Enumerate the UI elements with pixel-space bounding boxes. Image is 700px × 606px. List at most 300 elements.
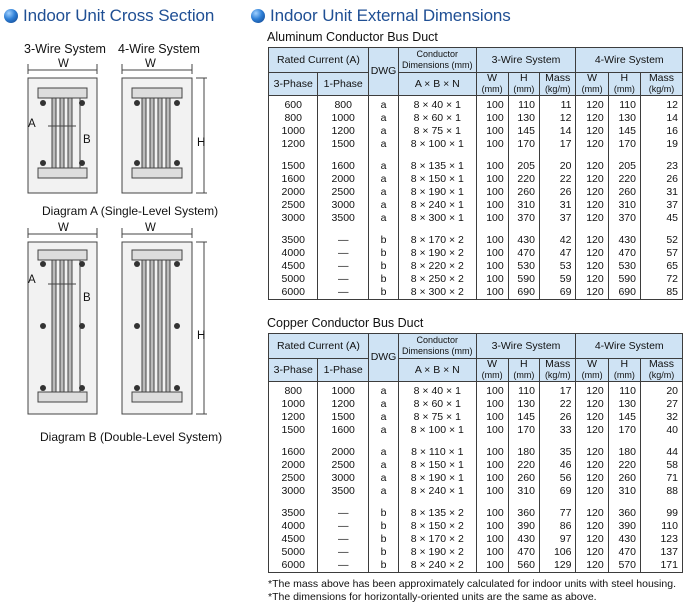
table-cell: 120 — [576, 411, 608, 424]
dim-h-a4: H — [197, 137, 206, 149]
header-h: H (mm) — [508, 359, 539, 382]
table-cell: 310 — [508, 199, 539, 212]
table-cell: 310 — [508, 485, 539, 498]
table-cell: 16 — [640, 125, 682, 138]
table-cell: 5000 — [269, 273, 318, 286]
table-cell: 430 — [608, 533, 640, 546]
table-cell: 1500 — [269, 160, 318, 173]
table-row — [269, 507, 683, 520]
table-cell: — — [318, 247, 369, 260]
table-cell: a — [368, 160, 398, 173]
table-cell: — — [318, 546, 369, 559]
table-cell: 800 — [269, 382, 318, 399]
table-cell: 2000 — [318, 173, 369, 186]
table-cell: 120 — [576, 472, 608, 485]
header-3wire: 3-Wire System — [476, 48, 576, 73]
table-cell: 8 × 135 × 2 — [399, 507, 476, 520]
table-cell: 2500 — [269, 199, 318, 212]
table-row — [269, 173, 683, 186]
table-row — [269, 411, 683, 424]
table-cell: 106 — [539, 546, 576, 559]
table-cell: 100 — [476, 382, 508, 399]
table-cell: 100 — [476, 520, 508, 533]
header-1phase: 1-Phase — [318, 73, 369, 96]
label-4wire: 4-Wire System — [118, 42, 200, 56]
table-cell: 2000 — [318, 446, 369, 459]
table-cell: 430 — [608, 234, 640, 247]
caption-diagram-a: Diagram A (Single-Level System) — [42, 204, 219, 218]
table-cell: 120 — [576, 559, 608, 573]
table-cell: 260 — [508, 472, 539, 485]
dim-b-b3: B — [83, 292, 91, 304]
table-cell: — — [318, 286, 369, 300]
table-cell: 44 — [640, 446, 682, 459]
table-row — [269, 160, 683, 173]
table-cell: 370 — [608, 212, 640, 225]
table-cell: 100 — [476, 173, 508, 186]
table-cell: 97 — [539, 533, 576, 546]
table-cell: 8 × 135 × 1 — [399, 160, 476, 173]
table-cell: 145 — [608, 411, 640, 424]
note-mass: *The mass above has been approximately calculated for indoor units with steel housing. — [268, 578, 676, 590]
table-cell: 8 × 220 × 2 — [399, 260, 476, 273]
table-cell: 120 — [576, 96, 608, 113]
table-cell: 23 — [640, 160, 682, 173]
table-cell: 1600 — [269, 173, 318, 186]
table-cell: b — [368, 533, 398, 546]
table-cell: 26 — [640, 173, 682, 186]
header-h: H (mm) — [508, 73, 539, 96]
header-conductor: Conductor Dimensions (mm) — [399, 334, 476, 359]
table-cell: 100 — [476, 125, 508, 138]
table-cell: 100 — [476, 446, 508, 459]
table-cell: b — [368, 247, 398, 260]
diagram-b-4wire — [112, 222, 212, 422]
table-cell: a — [368, 186, 398, 199]
table-cell: 31 — [640, 186, 682, 199]
table-cell: 100 — [476, 485, 508, 498]
table-cell: 8 × 150 × 1 — [399, 173, 476, 186]
table-cell: 120 — [576, 212, 608, 225]
table-cell: 1000 — [318, 382, 369, 399]
table-cell: 120 — [576, 446, 608, 459]
table-cell: 1200 — [318, 398, 369, 411]
table-cell: 8 × 150 × 1 — [399, 459, 476, 472]
table-cell: 2000 — [269, 459, 318, 472]
table-cell: a — [368, 398, 398, 411]
table-cell: a — [368, 96, 398, 113]
table-cell: 180 — [508, 446, 539, 459]
table-cell: — — [318, 559, 369, 573]
table-cell: 6000 — [269, 286, 318, 300]
table-cell: a — [368, 446, 398, 459]
table-cell: 170 — [508, 138, 539, 151]
bullet-icon — [4, 9, 18, 23]
table-cell: 42 — [539, 234, 576, 247]
table-cell: 31 — [539, 199, 576, 212]
table-cell: 56 — [539, 472, 576, 485]
table-cell: 47 — [539, 247, 576, 260]
table-cell: a — [368, 212, 398, 225]
table-cell: 570 — [608, 559, 640, 573]
table-row — [269, 559, 683, 573]
table-cell: 8 × 150 × 2 — [399, 520, 476, 533]
table-cell: 1500 — [318, 138, 369, 151]
table-cell: a — [368, 424, 398, 437]
group-spacer — [269, 437, 683, 446]
table-cell: 3000 — [318, 472, 369, 485]
table-cell: 8 × 75 × 1 — [399, 411, 476, 424]
table-cell: 100 — [476, 199, 508, 212]
table-cell: 120 — [576, 286, 608, 300]
table-cell: 120 — [576, 125, 608, 138]
table-cell: 40 — [640, 424, 682, 437]
table-cell: a — [368, 411, 398, 424]
cross-section-title-text: Indoor Unit Cross Section — [23, 6, 215, 25]
dim-w-b4: W — [145, 222, 156, 234]
table-cell: 690 — [508, 286, 539, 300]
table-cell: 137 — [640, 546, 682, 559]
table-cell: 65 — [640, 260, 682, 273]
header-h: H (mm) — [608, 359, 640, 382]
table-cell: 470 — [508, 247, 539, 260]
table-cell: 8 × 190 × 1 — [399, 186, 476, 199]
table-row — [269, 459, 683, 472]
table-cell: 20 — [640, 382, 682, 399]
table-cell: 5000 — [269, 546, 318, 559]
table-cell: 1600 — [318, 424, 369, 437]
table-cell: 170 — [508, 424, 539, 437]
table-row — [269, 112, 683, 125]
table-cell: — — [318, 507, 369, 520]
table-row — [269, 398, 683, 411]
table-cell: 4500 — [269, 260, 318, 273]
table-cell: 37 — [539, 212, 576, 225]
table-cell: a — [368, 199, 398, 212]
table-cell: 120 — [576, 507, 608, 520]
aluminum-table-body — [269, 96, 683, 300]
header-w: W (mm) — [476, 359, 508, 382]
table-cell: 310 — [608, 199, 640, 212]
table-cell: 8 × 190 × 2 — [399, 247, 476, 260]
table-cell: 800 — [269, 112, 318, 125]
table-cell: 170 — [608, 138, 640, 151]
table-cell: 100 — [476, 398, 508, 411]
table-row — [269, 286, 683, 300]
table-row — [269, 472, 683, 485]
table-cell: 370 — [508, 212, 539, 225]
table-cell: 120 — [576, 533, 608, 546]
table-cell: 100 — [476, 138, 508, 151]
table-cell: 2000 — [269, 186, 318, 199]
table-cell: 180 — [608, 446, 640, 459]
table-cell: 220 — [608, 459, 640, 472]
header-3phase: 3-Phase — [269, 359, 318, 382]
table-cell: 14 — [539, 125, 576, 138]
table-cell: 12 — [539, 112, 576, 125]
table-cell: b — [368, 520, 398, 533]
table-cell: b — [368, 286, 398, 300]
table-cell: 110 — [608, 382, 640, 399]
table-cell: 45 — [640, 212, 682, 225]
table-cell: 12 — [640, 96, 682, 113]
dim-h-b4: H — [197, 330, 206, 342]
table-cell: 100 — [476, 247, 508, 260]
table-cell: a — [368, 173, 398, 186]
table-cell: 33 — [539, 424, 576, 437]
table-cell: 1500 — [269, 424, 318, 437]
table-cell: 120 — [576, 234, 608, 247]
dim-b-a3: B — [83, 134, 91, 146]
copper-title: Copper Conductor Bus Duct — [267, 316, 424, 330]
external-dimensions-title-text: Indoor Unit External Dimensions — [270, 6, 511, 25]
table-cell: b — [368, 273, 398, 286]
table-cell: 8 × 300 × 2 — [399, 286, 476, 300]
aluminum-title: Aluminum Conductor Bus Duct — [267, 30, 438, 44]
header-axbxn: A × B × N — [399, 359, 476, 382]
group-spacer — [269, 151, 683, 160]
table-cell: 171 — [640, 559, 682, 573]
table-cell: 3000 — [269, 485, 318, 498]
table-cell: 1000 — [269, 398, 318, 411]
table-cell: 120 — [576, 112, 608, 125]
header-mass: Mass (kg/m) — [640, 73, 682, 96]
table-cell: a — [368, 112, 398, 125]
table-cell: 600 — [269, 96, 318, 113]
table-cell: 37 — [640, 199, 682, 212]
table-cell: a — [368, 125, 398, 138]
table-cell: 205 — [508, 160, 539, 173]
table-cell: 530 — [508, 260, 539, 273]
table-cell: 120 — [576, 382, 608, 399]
table-cell: 100 — [476, 424, 508, 437]
table-cell: 470 — [608, 546, 640, 559]
dim-w-a4: W — [145, 58, 156, 70]
table-cell: 77 — [539, 507, 576, 520]
table-cell: 1200 — [318, 125, 369, 138]
table-cell: 129 — [539, 559, 576, 573]
table-cell: — — [318, 260, 369, 273]
header-dwg: DWG — [368, 334, 398, 382]
table-cell: 2500 — [318, 459, 369, 472]
table-row — [269, 424, 683, 437]
table-cell: 26 — [539, 186, 576, 199]
table-cell: 390 — [608, 520, 640, 533]
dim-w-b3: W — [58, 222, 69, 234]
table-cell: 260 — [508, 186, 539, 199]
table-cell: 22 — [539, 398, 576, 411]
external-dimensions-title — [251, 6, 511, 26]
header-rated-current: Rated Current (A) — [269, 48, 369, 73]
aluminum-table — [268, 47, 683, 300]
table-cell: a — [368, 382, 398, 399]
header-mass: Mass (kg/m) — [640, 359, 682, 382]
table-cell: 4500 — [269, 533, 318, 546]
table-cell: 17 — [539, 382, 576, 399]
table-cell: 145 — [508, 411, 539, 424]
table-cell: — — [318, 520, 369, 533]
table-cell: 8 × 170 × 2 — [399, 533, 476, 546]
table-cell: 8 × 60 × 1 — [399, 112, 476, 125]
header-conductor: Conductor Dimensions (mm) — [399, 48, 476, 73]
table-cell: 1000 — [318, 112, 369, 125]
group-spacer — [269, 498, 683, 507]
table-cell: 110 — [508, 382, 539, 399]
table-cell: 8 × 240 × 1 — [399, 485, 476, 498]
table-cell: 8 × 100 × 1 — [399, 424, 476, 437]
table-cell: 100 — [476, 286, 508, 300]
header-4wire: 4-Wire System — [576, 48, 683, 73]
table-cell: 120 — [576, 520, 608, 533]
table-cell: 110 — [640, 520, 682, 533]
table-cell: 26 — [539, 411, 576, 424]
table-cell: 800 — [318, 96, 369, 113]
table-cell: 71 — [640, 472, 682, 485]
header-w: W (mm) — [576, 73, 608, 96]
table-cell: 145 — [608, 125, 640, 138]
table-cell: 3500 — [269, 507, 318, 520]
table-cell: 100 — [476, 559, 508, 573]
table-cell: 8 × 240 × 1 — [399, 199, 476, 212]
table-cell: 2500 — [269, 472, 318, 485]
table-cell: 72 — [640, 273, 682, 286]
table-cell: 690 — [608, 286, 640, 300]
table-cell: 59 — [539, 273, 576, 286]
table-cell: 120 — [576, 173, 608, 186]
table-cell: 4000 — [269, 247, 318, 260]
table-cell: 1600 — [269, 446, 318, 459]
table-cell: b — [368, 234, 398, 247]
table-cell: 8 × 240 × 2 — [399, 559, 476, 573]
header-4wire: 4-Wire System — [576, 334, 683, 359]
header-3phase: 3-Phase — [269, 73, 318, 96]
table-cell: 145 — [508, 125, 539, 138]
table-cell: 88 — [640, 485, 682, 498]
table-cell: 8 × 40 × 1 — [399, 96, 476, 113]
table-cell: 4000 — [269, 520, 318, 533]
table-cell: 100 — [476, 234, 508, 247]
table-cell: 170 — [608, 424, 640, 437]
table-cell: 260 — [608, 186, 640, 199]
table-cell: 100 — [476, 186, 508, 199]
table-cell: 100 — [476, 260, 508, 273]
table-cell: 430 — [508, 533, 539, 546]
table-cell: 120 — [576, 485, 608, 498]
table-row — [269, 199, 683, 212]
table-cell: 470 — [508, 546, 539, 559]
table-row — [269, 212, 683, 225]
table-cell: 220 — [508, 459, 539, 472]
table-row — [269, 382, 683, 399]
table-row — [269, 186, 683, 199]
table-cell: 590 — [608, 273, 640, 286]
table-row — [269, 234, 683, 247]
table-cell: 8 × 40 × 1 — [399, 382, 476, 399]
table-cell: 8 × 190 × 1 — [399, 472, 476, 485]
table-cell: 100 — [476, 112, 508, 125]
table-cell: 390 — [508, 520, 539, 533]
table-cell: 120 — [576, 160, 608, 173]
table-cell: 220 — [508, 173, 539, 186]
table-cell: 3500 — [318, 212, 369, 225]
table-cell: 120 — [576, 186, 608, 199]
header-mass: Mass (kg/m) — [539, 359, 576, 382]
table-cell: 120 — [576, 398, 608, 411]
table-cell: 58 — [640, 459, 682, 472]
table-cell: b — [368, 507, 398, 520]
table-cell: 120 — [576, 424, 608, 437]
table-row — [269, 247, 683, 260]
table-cell: 2500 — [318, 186, 369, 199]
table-cell: 53 — [539, 260, 576, 273]
table-cell: 8 × 300 × 1 — [399, 212, 476, 225]
table-row — [269, 520, 683, 533]
table-cell: 430 — [508, 234, 539, 247]
table-cell: 120 — [576, 273, 608, 286]
header-rated-current: Rated Current (A) — [269, 334, 369, 359]
header-w: W (mm) — [576, 359, 608, 382]
table-row — [269, 546, 683, 559]
table-cell: b — [368, 546, 398, 559]
table-cell: 100 — [476, 212, 508, 225]
table-cell: 85 — [640, 286, 682, 300]
table-cell: 130 — [608, 112, 640, 125]
table-cell: 100 — [476, 459, 508, 472]
table-cell: 27 — [640, 398, 682, 411]
table-cell: 100 — [476, 546, 508, 559]
note-horizontal: *The dimensions for horizontally-oriented units are the same as above. — [268, 591, 597, 603]
table-cell: 11 — [539, 96, 576, 113]
table-cell: 120 — [576, 247, 608, 260]
table-cell: 1600 — [318, 160, 369, 173]
diagram-a-4wire — [112, 58, 212, 203]
table-cell: 3500 — [269, 234, 318, 247]
table-row — [269, 125, 683, 138]
table-row — [269, 485, 683, 498]
table-cell: 46 — [539, 459, 576, 472]
table-cell: 1000 — [269, 125, 318, 138]
table-cell: 69 — [539, 286, 576, 300]
copper-table — [268, 333, 683, 573]
table-cell: 360 — [508, 507, 539, 520]
table-row — [269, 446, 683, 459]
table-cell: a — [368, 138, 398, 151]
table-cell: 8 × 170 × 2 — [399, 234, 476, 247]
table-cell: 100 — [476, 160, 508, 173]
table-cell: 590 — [508, 273, 539, 286]
table-row — [269, 138, 683, 151]
table-cell: 35 — [539, 446, 576, 459]
table-cell: 22 — [539, 173, 576, 186]
table-cell: 57 — [640, 247, 682, 260]
table-cell: a — [368, 485, 398, 498]
table-cell: 130 — [508, 112, 539, 125]
header-3wire: 3-Wire System — [476, 334, 576, 359]
table-cell: 52 — [640, 234, 682, 247]
table-cell: 17 — [539, 138, 576, 151]
table-cell: 8 × 60 × 1 — [399, 398, 476, 411]
table-cell: 260 — [608, 472, 640, 485]
diagram-a-3wire — [20, 58, 105, 203]
table-cell: 100 — [476, 411, 508, 424]
table-row — [269, 273, 683, 286]
copper-table-body — [269, 382, 683, 573]
table-cell: b — [368, 260, 398, 273]
table-cell: 220 — [608, 173, 640, 186]
table-cell: 100 — [476, 507, 508, 520]
table-cell: 100 — [476, 273, 508, 286]
table-cell: 8 × 110 × 1 — [399, 446, 476, 459]
